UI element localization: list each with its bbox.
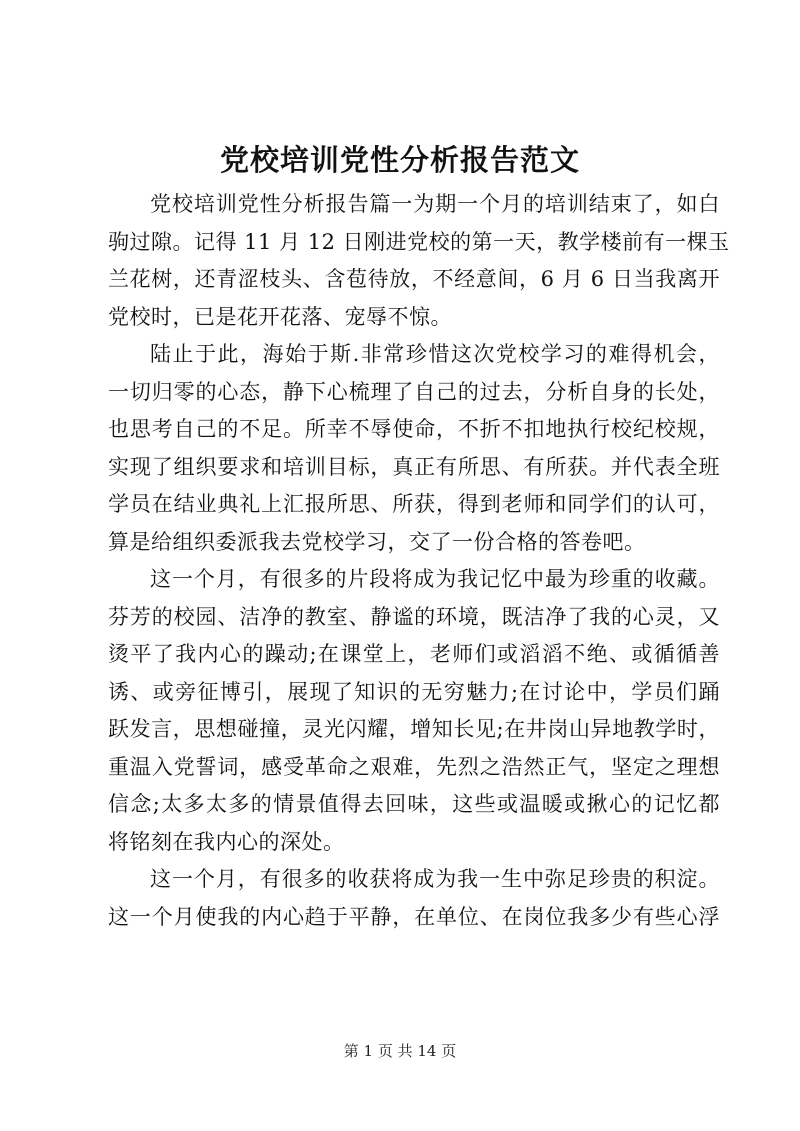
paragraph-3-line-5: 跃发言，思想碰撞，灵光闪耀，增知长见;在井岗山异地教学时， — [108, 717, 720, 741]
paragraph-2-line-3: 也思考自己的不足。所幸不辱使命，不折不扣地执行校纪校规， — [108, 417, 720, 441]
paragraph-2-line-1: 陆止于此，海始于斯.非常珍惜这次党校学习的难得机会， — [150, 342, 720, 366]
paragraph-3-line-2: 芬芳的校园、洁净的教室、静谧的环境，既洁净了我的心灵，又 — [108, 604, 720, 629]
paragraph-2-line-4: 实现了组织要求和培训目标，真正有所思、有所获。并代表全班 — [108, 454, 720, 479]
page-indicator: 第 1 页 共 14 页 — [343, 1042, 457, 1060]
paragraph-4-line-2: 这一个月使我的内心趋于平静，在单位、在岗位我多少有些心浮 — [108, 904, 720, 929]
paragraph-3-line-8: 将铭刻在我内心的深处。 — [108, 829, 345, 854]
paragraph-2-line-5: 学员在结业典礼上汇报所思、所获，得到老师和同学们的认可， — [108, 492, 720, 516]
document-title: 党校培训党性分析报告范文 — [219, 143, 580, 177]
document-body — [108, 186, 730, 936]
paragraph-1-line-4: 党校时，已是花开花落、宠辱不惊。 — [108, 304, 452, 329]
paragraph-4-line-1: 这一个月，有很多的收获将成为我一生中弥足珍贵的积淀。 — [150, 867, 720, 891]
paragraph-2-line-2: 一切归零的心态，静下心梳理了自己的过去，分析自身的长处， — [108, 379, 720, 404]
paragraph-3-line-1: 这一个月，有很多的片段将成为我记忆中最为珍重的收藏。 — [150, 567, 720, 591]
paragraph-3-line-6: 重温入党誓词，感受革命之艰难，先烈之浩然正气，坚定之理想 — [108, 754, 720, 779]
paragraph-1-line-2: 驹过隙。记得 11 月 12 日刚进党校的第一天，教学楼前有一棵玉 — [108, 229, 730, 254]
paragraph-3-line-7: 信念;太多太多的情景值得去回味，这些或温暖或揪心的记忆都 — [108, 792, 720, 816]
paragraph-1-line-3: 兰花树，还青涩枝头、含苞待放，不经意间，6 月 6 日当我离开 — [108, 267, 720, 291]
paragraph-1-line-1: 党校培训党性分析报告篇一为期一个月的培训结束了，如白 — [150, 192, 720, 216]
paragraph-3-line-4: 诱、或旁征博引，展现了知识的无穷魅力;在讨论中，学员们踊 — [108, 679, 720, 704]
paragraph-2-line-6: 算是给组织委派我去党校学习，交了一份合格的答卷吧。 — [108, 529, 646, 554]
paragraph-3-line-3: 烫平了我内心的躁动;在课堂上，老师们或滔滔不绝、或循循善 — [108, 642, 720, 666]
